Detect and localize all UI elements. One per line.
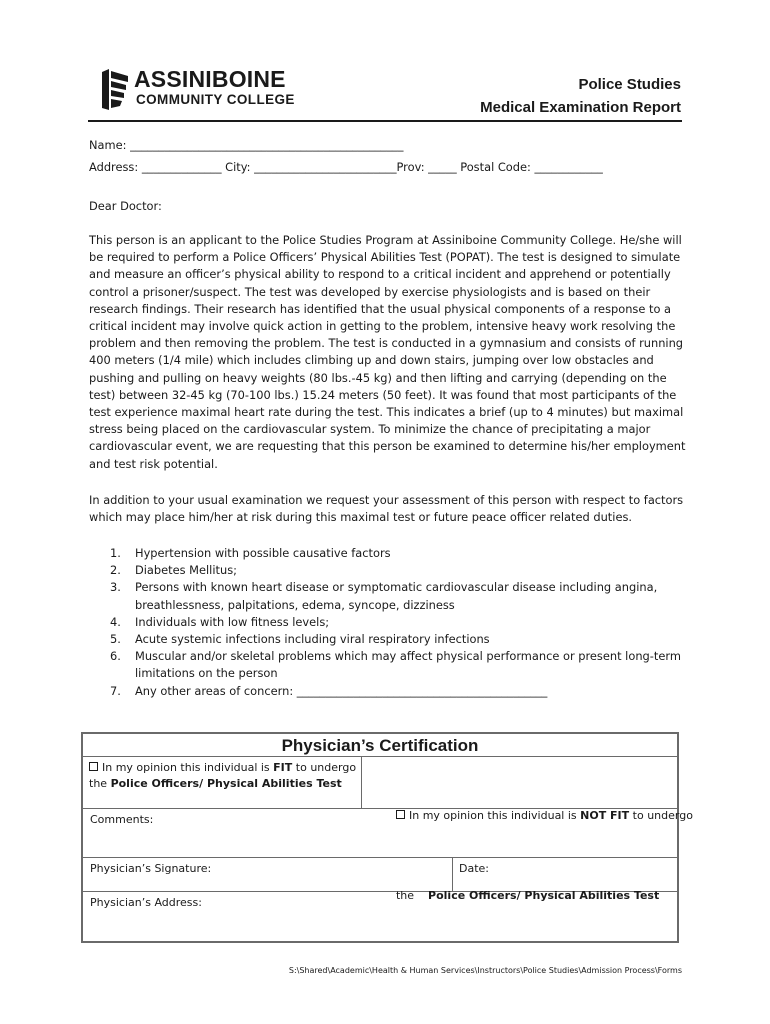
other-concerns-field[interactable]: Any other areas of concern: ____________________________________________ (135, 683, 548, 698)
list-item: 7. Any other areas of concern: ____________________________________________ (110, 683, 685, 700)
paragraph-line: pushing and pulling on heavy weights (80 lbs.-45 kg) and then lifting and carrying (depending on the (89, 370, 667, 385)
salutation: Dear Doctor: (89, 199, 162, 213)
college-emblem-icon (100, 68, 130, 112)
paragraph-line: and test risk potential. (89, 456, 218, 471)
paragraph-line: problem and then removing the problem. The test is conducted in a gymnasium and consists of running (89, 336, 684, 351)
letter-paragraph-2 (89, 492, 685, 526)
letter-paragraph-1 (89, 232, 685, 473)
address-field[interactable]: Address: ______________ City: _________________________Prov: _____ Postal Code: ____________ (89, 160, 603, 175)
not-fit-checkbox[interactable] (396, 810, 405, 819)
paragraph-line: 400 meters (1/4 mile) which includes climbing up and down stairs, jumping over low obstacles and (89, 353, 654, 368)
list-item: 3. Persons with known heart disease or symptomatic cardiovascular disease including angina, breathlessness, palpitations, edema, syncope, dizziness (110, 580, 658, 612)
paragraph-line: control a prisoner/suspect. The test was developed by exercise physiologists and is based on their (89, 284, 651, 299)
certification-title: Physician’s Certification (281, 736, 479, 755)
paragraph-line: test) between 32-45 kg (70-100 lbs.) 15.24 meters (50 feet). It was found that most participants of the (89, 387, 677, 402)
applicant-fields (89, 137, 685, 176)
list-item: 1. Hypertension with possible causative factors (110, 546, 391, 560)
paragraph-line: test experience maximal heart rate during the test. This indicates a brief (up to 4 minutes) but maximal (89, 405, 684, 420)
comments-field[interactable]: Comments: (90, 813, 154, 826)
risk-factor-list (110, 545, 685, 700)
fit-option[interactable]: In my opinion this individual is FIT to undergo the Police Officers/ Physical Abilities Test (89, 761, 357, 790)
not-fit-option[interactable]: In my opinion this individual is NOT FIT to undergo the Police Officers/ Physical Abilities Test (395, 809, 693, 902)
table-divider (361, 756, 362, 808)
physician-address-field[interactable]: Physician’s Address: (90, 896, 202, 909)
document-title (480, 73, 681, 119)
table-divider (83, 756, 677, 757)
paragraph-line: cardiovascular event, we are requesting that this person be examined to determine his/her employment (89, 439, 686, 454)
paragraph-line: critical incident may involve quick action in getting to the problem, intensive heavy work resolving the (89, 319, 676, 334)
paragraph-line: stress being placed on the cardiovascular system. To minimize the chance of precipitating a major (89, 422, 651, 437)
date-field[interactable]: Date: (459, 862, 489, 875)
fit-checkbox[interactable] (89, 762, 98, 771)
paragraph-line: and measure an officer’s physical ability to respond to a critical incident and apprehend or potentially (89, 267, 671, 282)
list-item: 2. Diabetes Mellitus; (110, 563, 237, 578)
logo-text-secondary: COMMUNITY COLLEGE (136, 92, 295, 107)
file-path-footer: S:\Shared\Academic\Health & Human Services\Instructors\Police Studies\Admission Process\Forms (288, 966, 682, 975)
name-field[interactable]: Name: ________________________________________________ (89, 138, 404, 152)
paragraph-line: research findings. Their research has identified that the usual physical components of a response to a (89, 301, 672, 316)
paragraph-line: which may place him/her at risk during this maximal test or future peace officer related duties. (89, 510, 633, 525)
title-program: Police Studies (578, 76, 681, 93)
list-item: 5. Acute systemic infections including viral respiratory infections (110, 632, 490, 647)
paragraph-line: This person is an applicant to the Police Studies Program at Assiniboine Community College. He/she will (89, 233, 682, 247)
paragraph-line: In addition to your usual examination we request your assessment of this person with respect to factors (89, 493, 684, 507)
paragraph-line: be required to perform a Police Officers’ Physical Abilities Test (POPAT). The test is designed to simulate (89, 250, 681, 265)
list-item: 4. Individuals with low fitness levels; (110, 614, 330, 629)
title-report: Medical Examination Report (480, 99, 681, 116)
header-divider (88, 120, 682, 122)
college-logo (100, 68, 320, 112)
signature-field[interactable]: Physician’s Signature: (90, 862, 212, 875)
logo-text-primary: ASSINIBOINE (134, 66, 286, 92)
list-item: 6. Muscular and/or skeletal problems which may affect physical performance or present long-term limitations on the person (110, 649, 681, 681)
physician-certification-table (81, 732, 693, 943)
